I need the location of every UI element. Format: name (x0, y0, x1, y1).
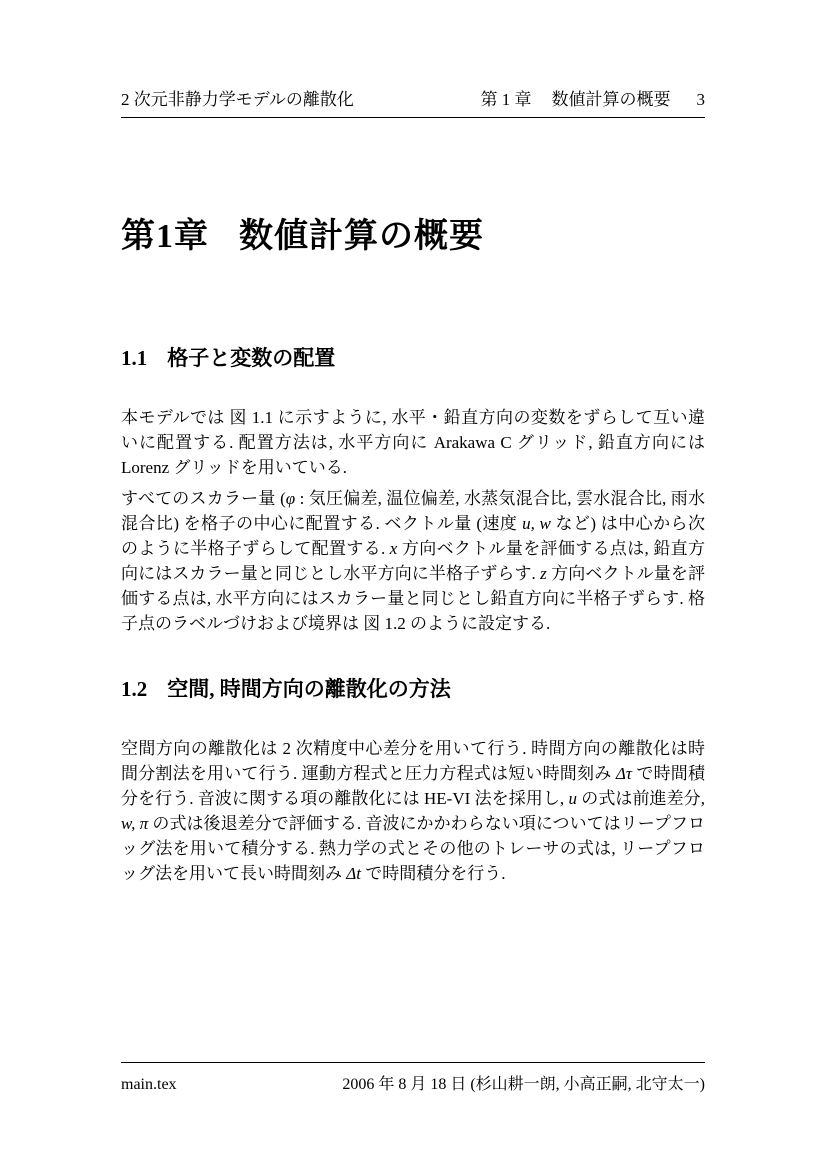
paragraph-grid-arrangement-2 (121, 486, 705, 636)
math-variable: z (540, 564, 547, 583)
math-variable: w, π (121, 814, 149, 833)
section-heading-1-2 (121, 673, 705, 703)
text-run: 空間方向の離散化は 2 次精度中心差分を用いて行う. 時間方向の離散化は時間分割法を用いて行う. 運動方程式と圧力方程式は短い時間刻み (121, 739, 705, 783)
text-run: の式は前進差分, (576, 789, 705, 808)
math-variable: u (568, 789, 577, 808)
section-number-1-1: 1.1 (121, 346, 148, 370)
text-run: 本モデルでは 図 1.1 に示すように, 水平・鉛直方向の変数をずらして互い違いに配置する. 配置方法は, 水平方向に Arakawa C グリッド, 鉛直方向には Lorenz グリッドを用いている. (121, 408, 705, 477)
section-number-1-2: 1.2 (121, 677, 148, 701)
footer-date-authors: 2006 年 8 月 18 日 (杉山耕一朗, 小高正嗣, 北守太一) (342, 1076, 705, 1093)
running-header (121, 85, 705, 118)
header-page-number: 3 (696, 90, 705, 109)
paragraph-grid-arrangement-1 (121, 405, 705, 480)
text-run: で時間積分を行う. 音波に関する項の離散化には HE-VI 法を採用し, (121, 764, 706, 808)
text-run: 方向ベクトル量を評価する点は, 鉛直方向にはスカラー量と同じとし水平方向に半格子ずらす. (121, 539, 706, 583)
text-run: すべてのスカラー量 ( (121, 489, 286, 508)
text-run: 方向ベクトル量を評価する点は, 水平方向にはスカラー量と同じとし鉛直方向に半格子ずらす. 格子点のラベルづけおよび境界は 図 1.2 のように設定する. (121, 564, 706, 633)
header-left-title: 2 次元非静力学モデルの離散化 (121, 90, 354, 109)
math-variable: u, w (522, 514, 551, 533)
math-variable: Δt (346, 864, 361, 883)
text-run: で時間積分を行う. (360, 864, 506, 883)
chapter-title: 数値計算の概要 (239, 218, 484, 255)
chapter-number: 第1章 (121, 218, 209, 255)
header-right (481, 85, 706, 110)
header-chapter-title: 数値計算の概要 (551, 90, 671, 109)
section-title-1-1: 格子と変数の配置 (167, 346, 336, 370)
header-chapter-number: 第 1 章 (480, 90, 532, 109)
running-footer (121, 1062, 705, 1094)
section-title-1-2: 空間, 時間方向の離散化の方法 (167, 677, 451, 701)
math-variable: Δτ (615, 764, 632, 783)
footer-filename: main.tex (121, 1076, 177, 1093)
paragraph-discretization-method (121, 736, 705, 886)
text-run: : 気圧偏差, 温位偏差, 水蒸気混合比, 雲水混合比, 雨水混合比) を格子の中心に配置する. ベクトル量 (速度 (121, 489, 705, 533)
math-variable: x (389, 539, 398, 558)
math-variable: φ (285, 489, 296, 508)
section-heading-1-1 (121, 342, 705, 372)
text-run: など) は中心から次のように半格子ずらして配置する. (121, 514, 705, 558)
chapter-heading (121, 208, 705, 257)
text-run: の式は後退差分で評価する. 音波にかかわらない項についてはリープフロッグ法を用いて積分する. 熱力学の式とその他のトレーサの式は, リープフロッグ法を用いて長い時間刻み (121, 814, 706, 883)
